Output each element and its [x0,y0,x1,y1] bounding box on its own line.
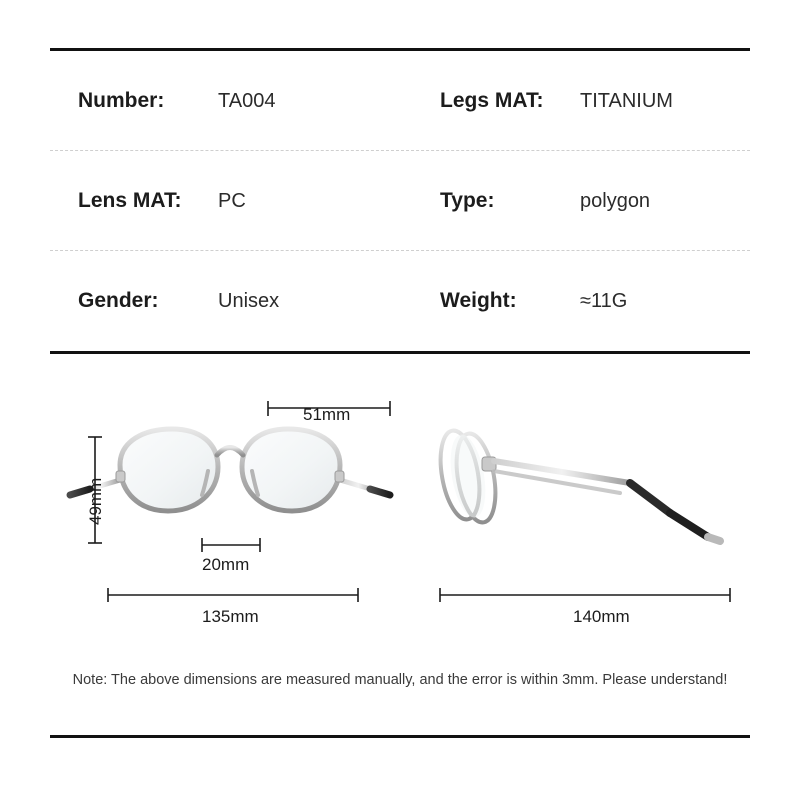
table-row [50,151,750,251]
spec-label: Weight: [440,289,517,312]
dim-lens-height: 49mm [86,477,105,525]
spec-value: ≈11G [580,290,628,312]
spec-label: Number: [78,88,165,112]
spec-label: Legs MAT: [440,88,544,112]
dim-frame-width: 135mm [202,607,259,626]
spec-table [50,48,750,354]
spec-cell-number [50,89,410,113]
spec-cell-lens-mat [50,189,410,213]
spec-label: Gender: [78,289,159,312]
spec-value: TA004 [218,89,276,112]
spec-value: TITANIUM [580,89,673,112]
table-bottom-rule [50,351,750,354]
measurement-note: Note: The above dimensions are measured manually, and the error is within 3mm. Please understand! [72,672,728,688]
dimension-diagram [50,375,750,650]
spec-value: polygon [580,189,651,212]
table-row [50,51,750,151]
spec-label: Lens MAT: [78,188,182,212]
footer-rule [50,735,750,738]
table-row [50,251,750,351]
dim-lens-width: 51mm [303,405,351,424]
spec-label: Type: [440,188,495,212]
dim-bridge-width: 20mm [202,555,250,574]
dim-temple-length: 140mm [573,607,630,626]
spec-value: PC [218,189,246,212]
spec-cell-legs-mat [410,89,750,113]
spec-cell-gender [50,289,410,313]
spec-value: Unisex [218,290,280,312]
spec-cell-weight [410,289,750,313]
spec-cell-type [410,189,750,213]
